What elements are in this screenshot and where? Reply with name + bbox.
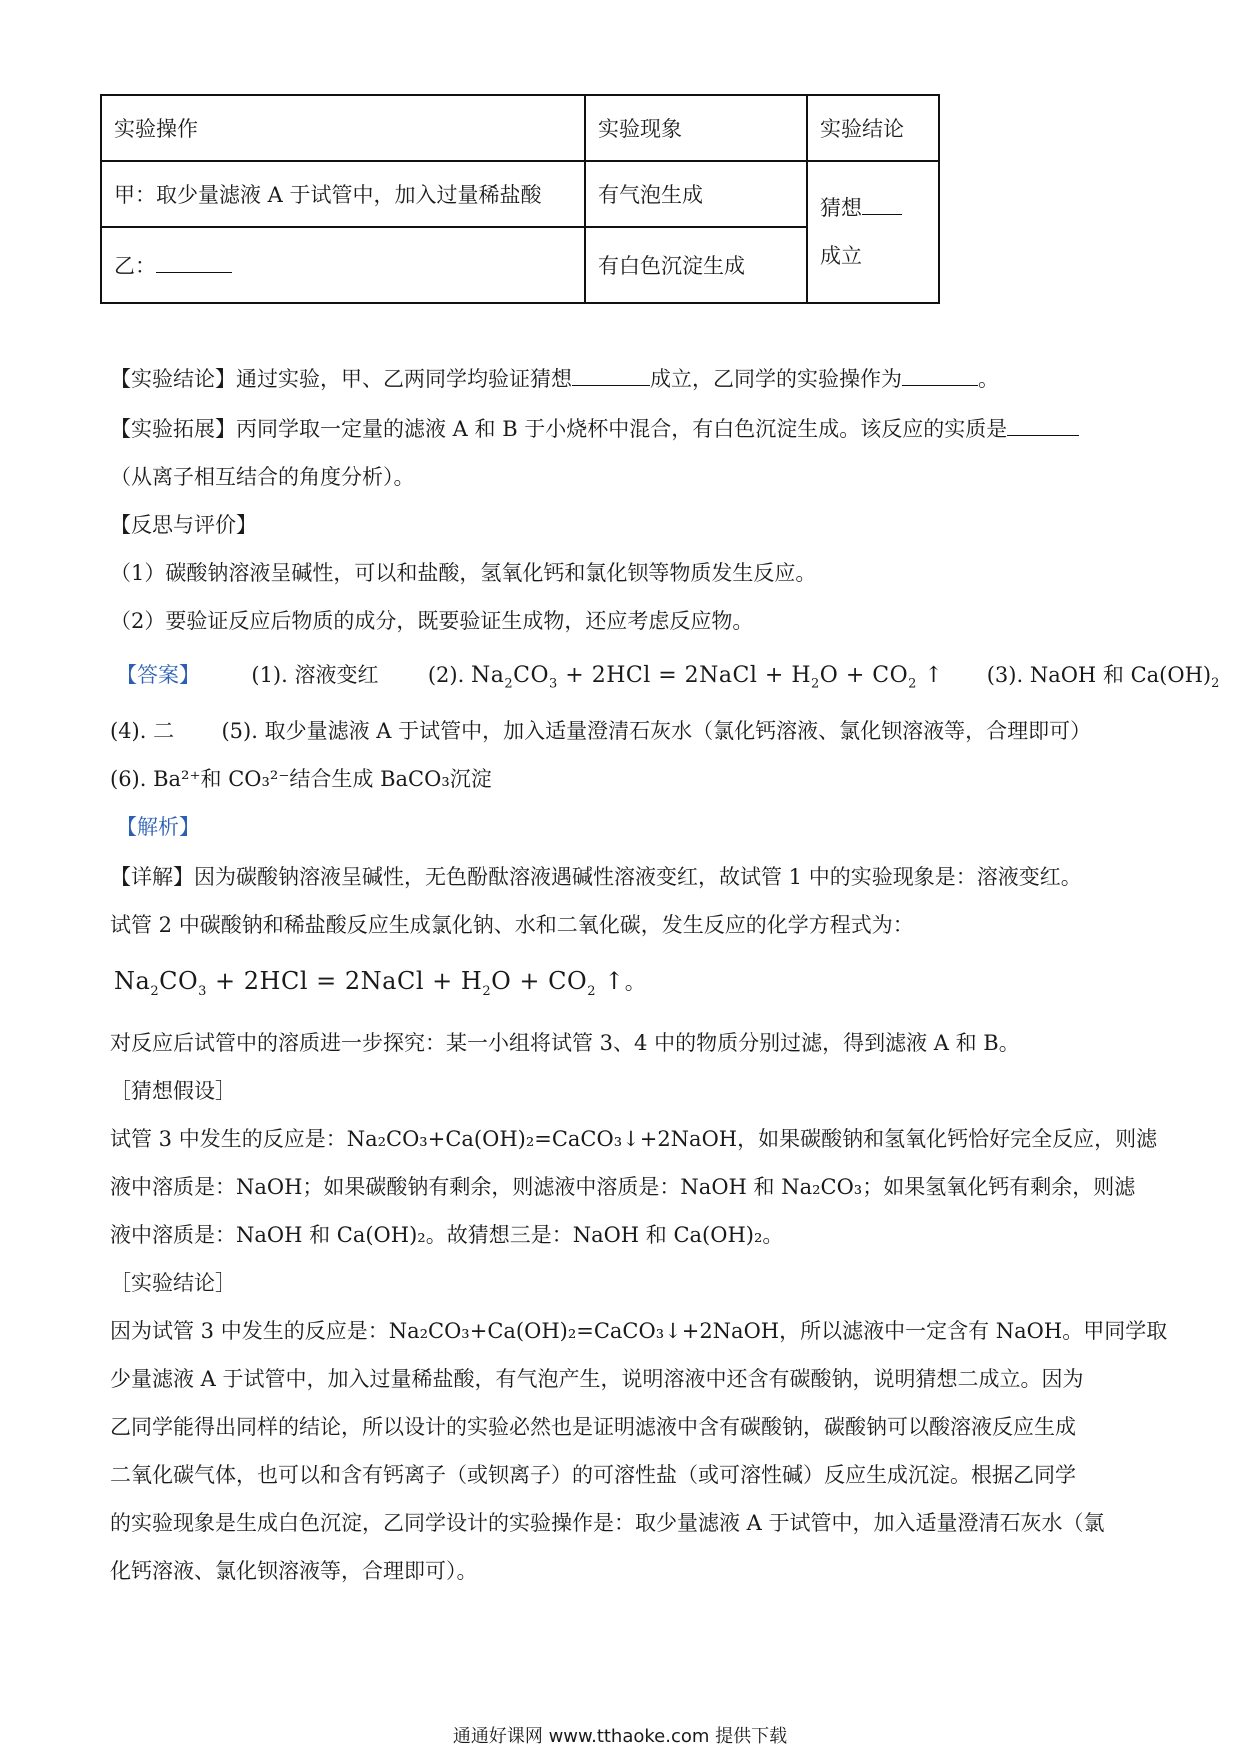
answer-5: (5). 取少量滤液 A 于试管中，加入适量澄清石灰水（氯化钙溶液、氯化钡溶液等，合理即可）: [221, 719, 1092, 743]
hypothesis-heading: ［猜想假设］: [110, 1079, 236, 1103]
answer-line-2: [110, 716, 1130, 746]
eq-sub: 2: [482, 983, 492, 999]
detail-equation: [114, 966, 1134, 997]
detail-line: 因为试管 3 中发生的反应是：Na₂CO₃+Ca(OH)₂=CaCO₃↓+2NaOH，所以滤液中一定含有 NaOH。甲同学取: [110, 1319, 1168, 1343]
eq-sub: 2: [811, 676, 820, 692]
eq-o: O + CO: [491, 967, 588, 995]
eq-na: Na: [470, 663, 505, 688]
detail-line: 液中溶质是：NaOH；如果碳酸钠有剩余，则滤液中溶质是：NaOH 和 Na₂CO₃；如果氢氧化钙有剩余，则滤: [110, 1175, 1136, 1199]
conclusion-blank: [862, 214, 902, 215]
row1-operation: 甲：取少量滤液 A 于试管中，加入过量稀盐酸: [101, 161, 585, 227]
eq-sub: 3: [198, 983, 207, 999]
conclusion-cell: [807, 161, 939, 303]
conclusion-prefix: 猜想: [820, 196, 862, 220]
up-arrow-icon: ↑: [604, 967, 625, 995]
answer-2-equation: [470, 663, 944, 692]
text-span: 【实验拓展】丙同学取一定量的滤液 A 和 B 于小烧杯中混合，有白色沉淀生成。该反应的实质是: [110, 417, 1008, 441]
conclusion-suffix: 成立: [820, 244, 862, 268]
experiment-extension-line: [110, 414, 1130, 444]
reflection-item-2: （2）要验证反应后物质的成分，既要验证生成物，还应考虑反应物。: [110, 609, 754, 633]
row2-phenomenon: 有白色沉淀生成: [585, 227, 807, 303]
detail-line: 对反应后试管中的溶质进一步探究：某一小组将试管 3、4 中的物质分别过滤，得到滤液 A 和 B。: [110, 1031, 1020, 1055]
detail-line: 试管 3 中发生的反应是：Na₂CO₃+Ca(OH)₂=CaCO₃↓+2NaOH，如果碳酸钠和氢氧化钙恰好完全反应，则滤: [110, 1127, 1158, 1151]
row1-phenomenon: 有气泡生成: [585, 161, 807, 227]
page-footer: 通通好课网 www.tthaoke.com 提供下载: [452, 1726, 788, 1747]
eq-sub: 2: [150, 983, 160, 999]
answer-line-1: [116, 660, 1220, 692]
reflection-item-1: （1）碳酸钠溶液呈碱性，可以和盐酸，氢氧化钙和氯化钡等物质发生反应。: [110, 561, 817, 585]
detail-line: 少量滤液 A 于试管中，加入过量稀盐酸，有气泡产生，说明溶液中还含有碳酸钠，说明猜想二成立。因为: [110, 1367, 1084, 1391]
row2-prefix: 乙：: [114, 254, 156, 278]
header-phenomenon: 实验现象: [585, 95, 807, 161]
eq-sub: 2: [504, 676, 514, 692]
answer-label: 【答案】: [116, 663, 200, 687]
conclusion-heading: ［实验结论］: [110, 1271, 236, 1295]
header-conclusion: 实验结论: [807, 95, 939, 161]
blank: [902, 385, 978, 386]
detail-line: 试管 2 中碳酸钠和稀盐酸反应生成氯化钠、水和二氧化碳，发生反应的化学方程式为：: [110, 913, 914, 937]
answer-6: (6). Ba²⁺和 CO₃²⁻结合生成 BaCO₃沉淀: [110, 767, 492, 791]
eq-sub: 2: [587, 983, 596, 999]
answer-3-sub: 2: [1211, 676, 1220, 692]
detail-line: 乙同学能得出同样的结论，所以设计的实验必然也是证明滤液中含有碳酸钠，碳酸钠可以酸溶液反应生成: [110, 1415, 1076, 1439]
eq-o: O + CO: [819, 663, 909, 688]
detail-line: 的实验现象是生成白色沉淀，乙同学设计的实验操作是：取少量滤液 A 于试管中，加入适量澄清石灰水（氯: [110, 1511, 1105, 1535]
answer-1: (1). 溶液变红: [251, 663, 379, 687]
text-span: 成立，乙同学的实验操作为: [650, 367, 902, 391]
eq-mid: + 2HCl = 2NaCl + H: [206, 967, 483, 995]
reflection-heading: 【反思与评价】: [110, 513, 257, 537]
up-arrow-icon: ↑: [924, 663, 944, 688]
text-span: 。: [978, 367, 999, 391]
eq-na: Na: [114, 967, 151, 995]
row2-operation: [101, 227, 585, 303]
experiment-conclusion-line: [110, 364, 1130, 394]
analysis-label: 【解析】: [116, 815, 200, 839]
detail-line: 化钙溶液、氯化钡溶液等，合理即可）。: [110, 1559, 478, 1583]
detail-line: 液中溶质是：NaOH 和 Ca(OH)₂。故猜想三是：NaOH 和 Ca(OH)₂。: [110, 1223, 784, 1247]
eq-end: 。: [624, 970, 646, 994]
eq-mid: + 2HCl = 2NaCl + H: [557, 663, 812, 688]
equation: [114, 967, 625, 999]
header-operation: 实验操作: [101, 95, 585, 161]
eq-co: CO: [513, 663, 549, 688]
experiment-table: [100, 94, 940, 304]
eq-co: CO: [159, 967, 199, 995]
eq-sub: 2: [908, 676, 917, 692]
answer-3: [986, 663, 1220, 692]
detail-line: 【详解】因为碳酸钠溶液呈碱性，无色酚酞溶液遇碱性溶液变红，故试管 1 中的实验现象是：溶液变红。: [110, 865, 1082, 889]
text-line: （从离子相互结合的角度分析）。: [110, 465, 415, 489]
blank: [572, 385, 650, 386]
answer-3-text: (3). NaOH 和 Ca(OH): [986, 663, 1212, 687]
detail-line: 二氧化碳气体，也可以和含有钙离子（或钡离子）的可溶性盐（或可溶性碱）反应生成沉淀。根据乙同学: [110, 1463, 1076, 1487]
text-span: 【实验结论】通过实验，甲、乙两同学均验证猜想: [110, 367, 572, 391]
blank: [1007, 435, 1079, 436]
eq-sub: 3: [549, 676, 558, 692]
row2-blank: [156, 272, 232, 273]
answer-2-label: (2).: [427, 663, 465, 687]
answer-4: (4). 二: [110, 719, 175, 743]
